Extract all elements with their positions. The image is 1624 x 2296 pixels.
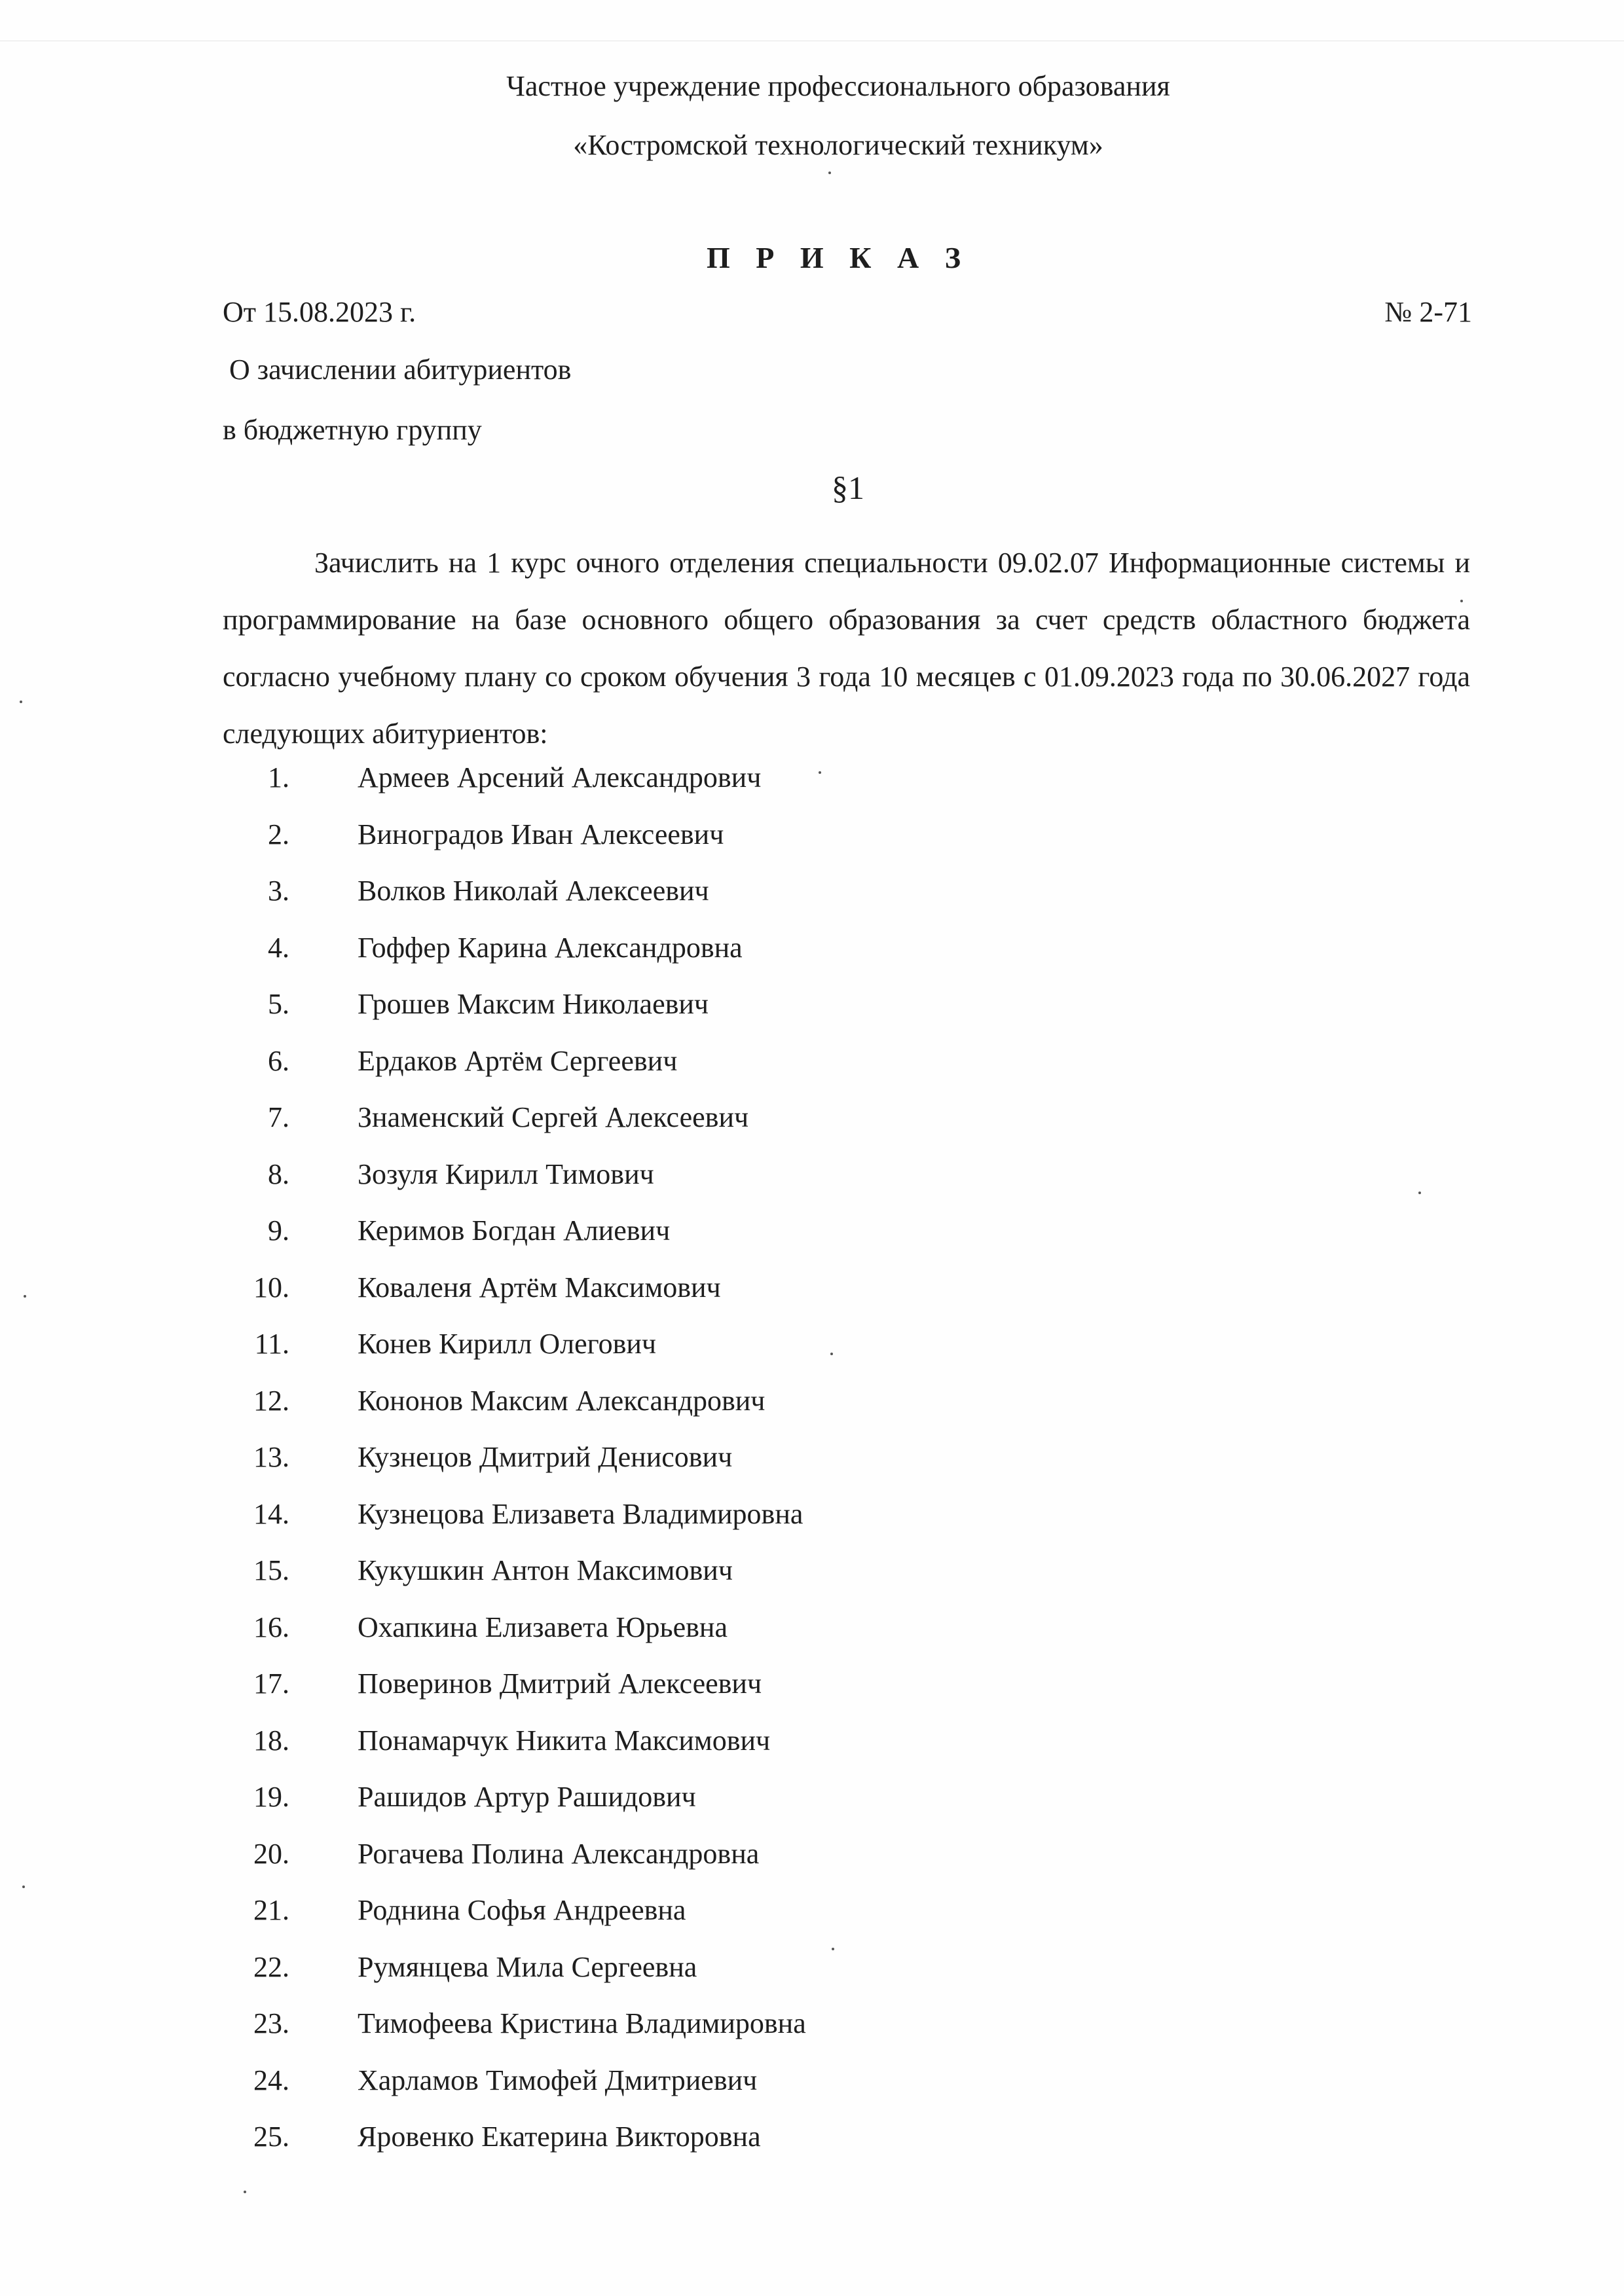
student-name: Рашидов Артур Рашидович [358,1781,696,1813]
list-item [223,1834,1270,1891]
list-item [223,871,1270,928]
student-name: Армеев Арсений Александрович [358,761,762,793]
list-item [223,1948,1270,2005]
student-name: Поверинов Дмитрий Алексеевич [358,1667,762,1700]
list-item-number: 15. [253,1554,289,1586]
organization-title: «Костромской технологический техникум» [573,129,1103,161]
student-name: Грошев Максим Николаевич [358,988,709,1020]
list-item-number: 14. [253,1497,289,1530]
student-name: Яровенко Екатерина Викторовна [358,2121,761,2153]
list-item [223,1551,1270,1608]
list-item-number: 9. [268,1214,289,1247]
list-item-number: 18. [253,1724,289,1757]
list-item [223,1495,1270,1552]
scan-speck [20,701,22,703]
list-item [223,2117,1270,2174]
list-item [223,1324,1270,1381]
list-item [223,985,1270,1042]
student-name: Кононов Максим Александрович [358,1384,766,1417]
list-item [223,1438,1270,1495]
list-item-number: 22. [253,1950,289,1983]
student-name: Ердаков Артём Сергеевич [358,1044,678,1077]
list-item [223,2004,1270,2061]
list-item-number: 8. [268,1157,289,1190]
order-subject-line-1: О зачислении абитуриентов [229,354,572,386]
scan-speck [830,1353,833,1355]
list-item-number: 7. [268,1101,289,1133]
list-item [223,1155,1270,1212]
student-name: Харламов Тимофей Дмитриевич [358,2064,758,2096]
order-date: От 15.08.2023 г. [223,296,416,328]
scan-speck [24,1295,26,1298]
list-item [223,1777,1270,1834]
order-title: П Р И К А З [706,241,970,274]
student-name: Роднина Софья Андреевна [358,1894,686,1926]
scan-speck [244,2191,246,2193]
student-name: Конев Кирилл Олегович [358,1328,657,1360]
list-item-number: 4. [268,931,289,964]
list-item-number: 16. [253,1611,289,1643]
list-item-number: 5. [268,988,289,1020]
list-item-number: 3. [268,875,289,907]
student-name: Тимофеева Кристина Владимировна [358,2007,806,2039]
student-name: Румянцева Мила Сергеевна [358,1950,697,1983]
list-item-number: 21. [253,1894,289,1926]
scan-speck [22,1886,25,1888]
list-item [223,1608,1270,1665]
list-item-number: 20. [253,1837,289,1870]
order-number: № 2-71 [1384,296,1472,328]
list-item [223,815,1270,872]
student-name: Охапкина Елизавета Юрьевна [358,1611,728,1643]
student-name: Волков Николай Алексеевич [358,875,709,907]
student-name: Рогачева Полина Александровна [358,1837,760,1870]
scan-speck [832,1948,834,1950]
list-item-number: 24. [253,2064,289,2096]
list-item-number: 13. [253,1441,289,1473]
student-list [223,758,1270,2174]
list-item-number: 19. [253,1781,289,1813]
student-name: Кузнецова Елизавета Владимировна [358,1497,803,1530]
student-name: Коваленя Артём Максимович [358,1271,721,1303]
student-name: Гоффер Карина Александровна [358,931,743,964]
list-item [223,928,1270,985]
list-item-number: 11. [254,1328,289,1360]
organization-name: Частное учреждение профессионального образования [506,70,1170,102]
list-item-number: 25. [253,2121,289,2153]
student-name: Виноградов Иван Алексеевич [358,818,724,850]
list-item [223,1721,1270,1778]
order-subject-line-2: в бюджетную группу [223,414,482,446]
list-item [223,1664,1270,1721]
list-item [223,1891,1270,1948]
list-item [223,1042,1270,1099]
list-item [223,2061,1270,2118]
student-name: Кузнецов Дмитрий Денисович [358,1441,733,1473]
student-name: Понамарчук Никита Максимович [358,1724,771,1757]
list-item-number: 12. [253,1384,289,1417]
list-item [223,1381,1270,1438]
student-name: Знаменский Сергей Алексеевич [358,1101,749,1133]
student-name: Кукушкин Антон Максимович [358,1554,733,1586]
scan-speck [828,172,831,174]
list-item [223,1268,1270,1325]
list-item [223,1098,1270,1155]
scan-speck [1418,1192,1421,1194]
list-item [223,1211,1270,1268]
list-item-number: 1. [268,761,289,793]
list-item [223,758,1270,815]
enrollment-paragraph: Зачислить на 1 курс очного отделения специальности 09.02.07 Информационные системы и программирование на базе основного общего образования за счет средств областного бюджета согласно учебному плану со сроком обучения 3 года 10 месяцев с 01.09.2023 года по 30.06.2027 года следующих абитуриентов: [223,547,1470,750]
list-item-number: 6. [268,1044,289,1077]
student-name: Керимов Богдан Алиевич [358,1214,671,1247]
list-item-number: 23. [253,2007,289,2039]
list-item-number: 10. [253,1271,289,1303]
student-name: Зозуля Кирилл Тимович [358,1157,654,1190]
scan-speck [1460,600,1463,602]
list-item-number: 17. [253,1667,289,1700]
list-item-number: 2. [268,818,289,850]
section-mark: §1 [832,469,864,506]
scan-speck [819,771,821,774]
